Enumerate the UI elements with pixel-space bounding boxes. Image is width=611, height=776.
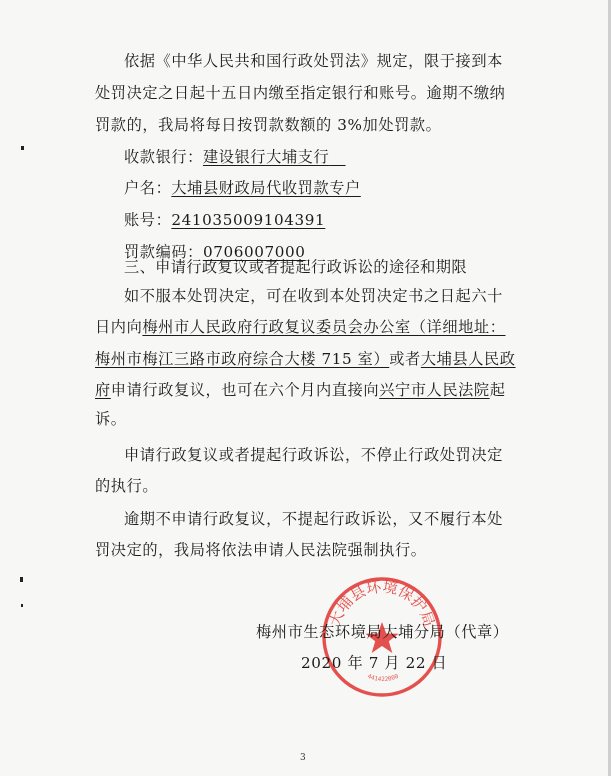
bank-row <box>124 147 346 167</box>
page-number: 3 <box>300 753 306 763</box>
account-label: 账号： <box>124 211 172 229</box>
county-gov-part1: 大埔县人民政 <box>420 350 516 368</box>
section3-p1-line1: 如不服本处罚决定，可在收到本处罚决定书之日起六十 <box>124 287 503 305</box>
section3-p1-line3 <box>95 349 516 369</box>
section3-p2-line1: 申请行政复议或者提起行政诉讼，不停止行政处罚决定 <box>124 446 503 464</box>
text-run: 或者 <box>389 350 421 368</box>
account-row <box>124 210 325 230</box>
scan-mark <box>21 604 23 607</box>
seal-code <box>366 673 400 683</box>
seal-arc-text: 大埔县环境保护局 <box>325 577 439 629</box>
seal-code-text: 441422000 <box>366 672 400 684</box>
section3-p1-line5: 诉。 <box>95 410 127 428</box>
county-gov-part2: 府 <box>95 381 111 399</box>
payee-value: 大埔县财政局代收罚款专户 <box>171 179 361 197</box>
bank-label: 收款银行： <box>124 148 203 166</box>
bank-value: 建设银行大埔支行 <box>202 148 330 166</box>
para1-line1: 依据《中华人民共和国行政处罚法》规定，限于接到本 <box>124 52 503 70</box>
review-office-link: 梅州市人民政府行政复议委员会办公室（详细地址： <box>142 318 506 336</box>
text-run: 起 <box>489 381 506 399</box>
section3-p1-line2 <box>95 317 506 337</box>
scan-mark <box>20 577 23 582</box>
section3-p2-line2: 的执行。 <box>95 477 159 495</box>
fine-code-label: 罚款编码： <box>124 243 203 261</box>
scan-mark <box>21 146 24 150</box>
text-run: 申请行政复议，也可在六个月内直接向 <box>110 381 380 399</box>
account-value: 241035009104391 <box>171 211 326 229</box>
para1-line2: 处罚决定之日起十五日内缴至指定银行和账号。逾期不缴纳 <box>95 84 506 102</box>
signature-org: 梅州市生态环境局大埔分局（代章） <box>256 623 509 641</box>
fine-code-value: 0706007000 <box>202 243 306 261</box>
section3-p1-line4 <box>95 380 506 400</box>
payee-row <box>124 178 361 198</box>
payee-label: 户名： <box>124 179 172 197</box>
text-run: 日内向 <box>95 318 143 336</box>
section3-p3-line1: 逾期不申请行政复议，不提起行政诉讼，又不履行本处 <box>124 510 503 528</box>
para1-line3: 罚款的，我局将每日按罚款数额的 3%加处罚款。 <box>95 116 442 134</box>
section3-heading: 三、申请行政复议或者提起行政诉讼的途径和期限 <box>124 258 467 276</box>
court-name: 兴宁市人民法院 <box>379 381 490 399</box>
review-office-address: 梅州市梅江三路市政府综合大楼 715 室） <box>95 350 390 368</box>
section3-p3-line2: 罚决定的，我局将依法申请人民法院强制执行。 <box>95 541 427 559</box>
signature-date: 2020 年 7 月 22 日 <box>301 654 448 672</box>
